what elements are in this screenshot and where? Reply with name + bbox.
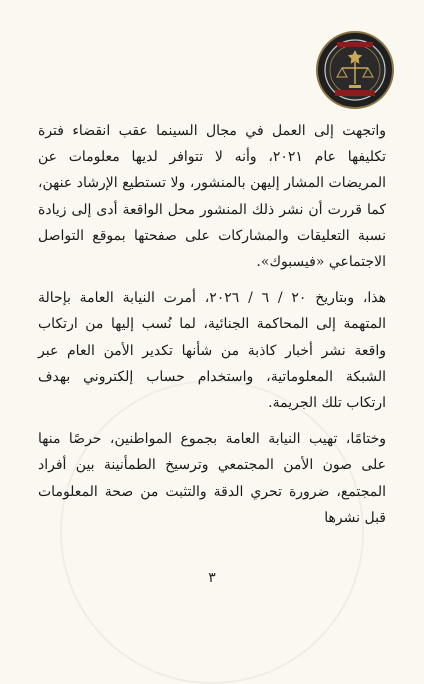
paragraph-3: وختامًا، تهيب النيابة العامة بجموع المواطنين، حرصًا منها على صون الأمن المجتمعي وترسيخ الطمأنينة بين أفراد المجتمع، ضرورة تحري الدقة والتثبت من صحة المعلومات قبل نشرها	[38, 431, 386, 526]
paragraph-1: واتجهت إلى العمل في مجال السينما عقب انقضاء فترة تكليفها عام ٢٠٢١، وأنه لا تتوافر لديها معلومات عن المريضات المشار إليهن بالمنشور، ولا تستطيع الإرشاد عنهن، كما قررت أن نشر ذلك المنشور محل الواقعة أدى إلى زيادة نسبة التعليقات والمشاركات على صفحتها بموقع التواصل الاجتماعي «فيسبوك».	[38, 123, 386, 271]
document-body	[38, 118, 386, 531]
public-prosecution-logo	[315, 30, 395, 110]
scales-of-justice-seal-icon	[315, 30, 395, 110]
page-number: ٣	[208, 570, 216, 586]
paragraph-2: هذا، وبتاريخ ٢٠ / ٦ / ٢٠٢٦، أمرت النيابة العامة بإحالة المتهمة إلى المحاكمة الجنائية، لما نُسب إليها من ارتكاب واقعة نشر أخبار كاذبة من شأنها تكدير الأمن العام عبر الشبكة المعلوماتية، واستخدام حساب إلكتروني بهدف ارتكاب تلك الجريمة.	[38, 290, 386, 412]
